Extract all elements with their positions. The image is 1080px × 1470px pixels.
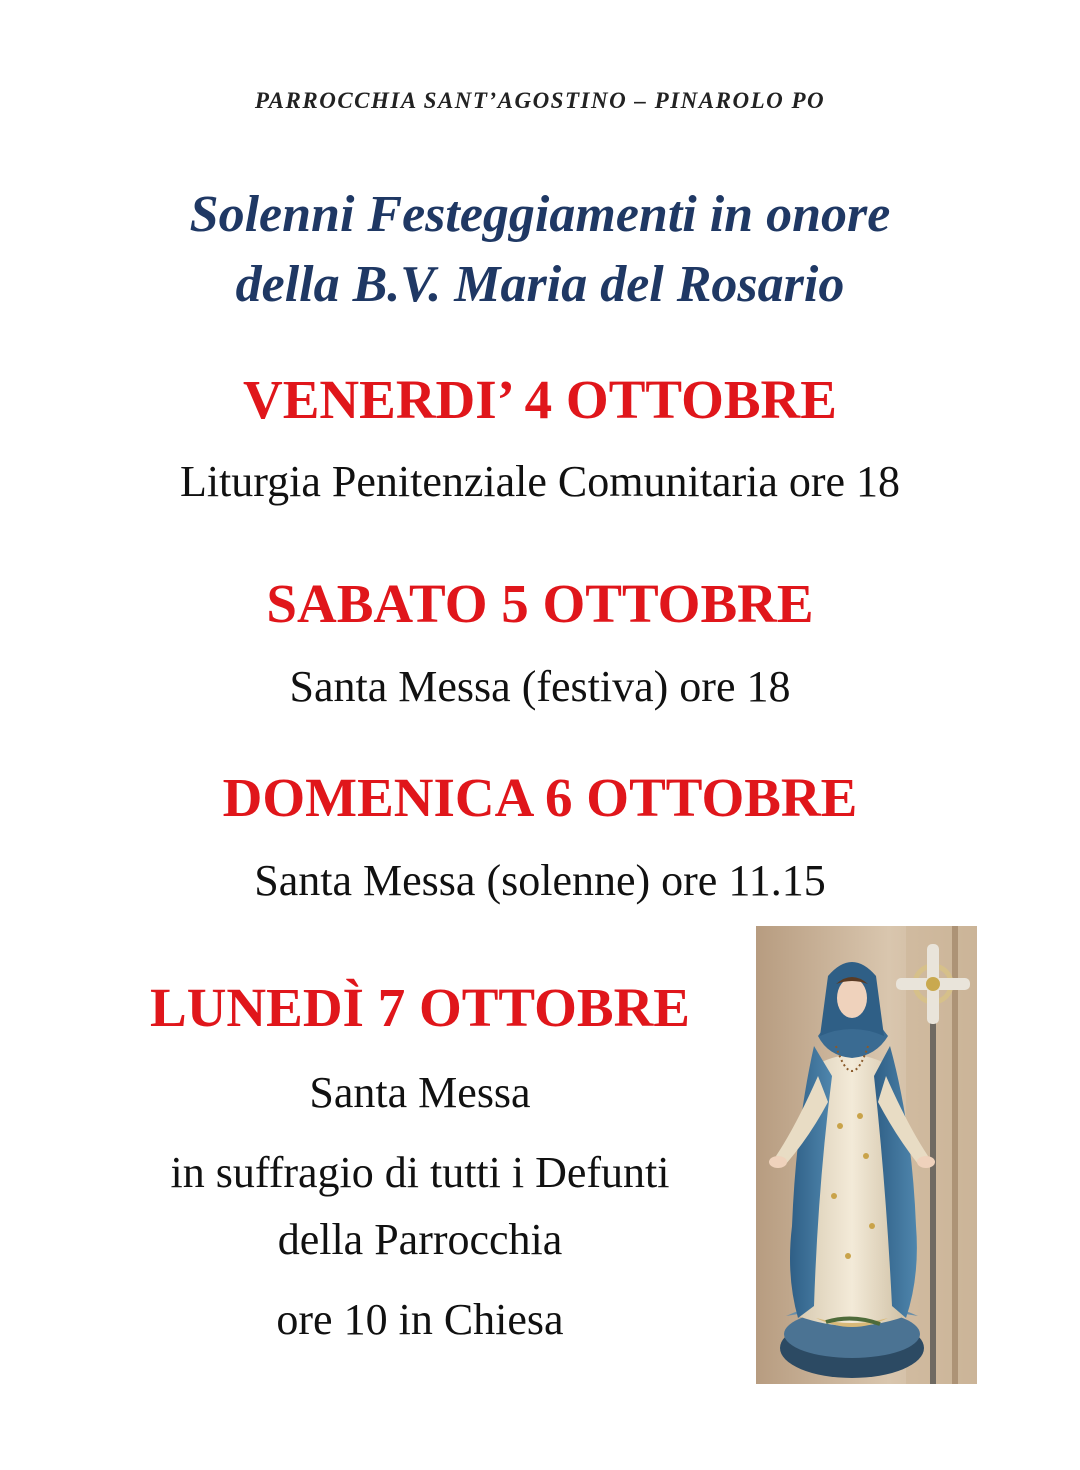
event-detail-monday-3: della Parrocchia (277, 1215, 563, 1264)
statue-of-virgin-mary-icon (756, 926, 977, 1384)
page-title-line-2: della B.V. Maria del Rosario (235, 256, 845, 313)
event-day-sunday: DOMENICA 6 OTTOBRE (222, 767, 858, 828)
event-detail-friday: Liturgia Penitenziale Comunitaria ore 18 (179, 457, 901, 506)
event-day-saturday: SABATO 5 OTTOBRE (266, 573, 814, 634)
event-detail-monday-2: in suffragio di tutti i Defunti (170, 1148, 670, 1197)
event-detail-saturday: Santa Messa (festiva) ore 18 (289, 662, 791, 711)
statue-photo (756, 926, 977, 1384)
event-day-monday: LUNEDÌ 7 OTTOBRE (150, 977, 690, 1038)
event-day-friday: VENERDI’ 4 OTTOBRE (243, 369, 837, 430)
event-detail-monday-1: Santa Messa (309, 1068, 531, 1117)
parish-name: PARROCCHIA SANT’AGOSTINO – PINAROLO PO (254, 88, 826, 113)
event-detail-monday-4: ore 10 in Chiesa (276, 1295, 564, 1344)
event-detail-sunday: Santa Messa (solenne) ore 11.15 (254, 856, 826, 905)
page-title-line-1: Solenni Festeggiamenti in onore (189, 186, 891, 243)
